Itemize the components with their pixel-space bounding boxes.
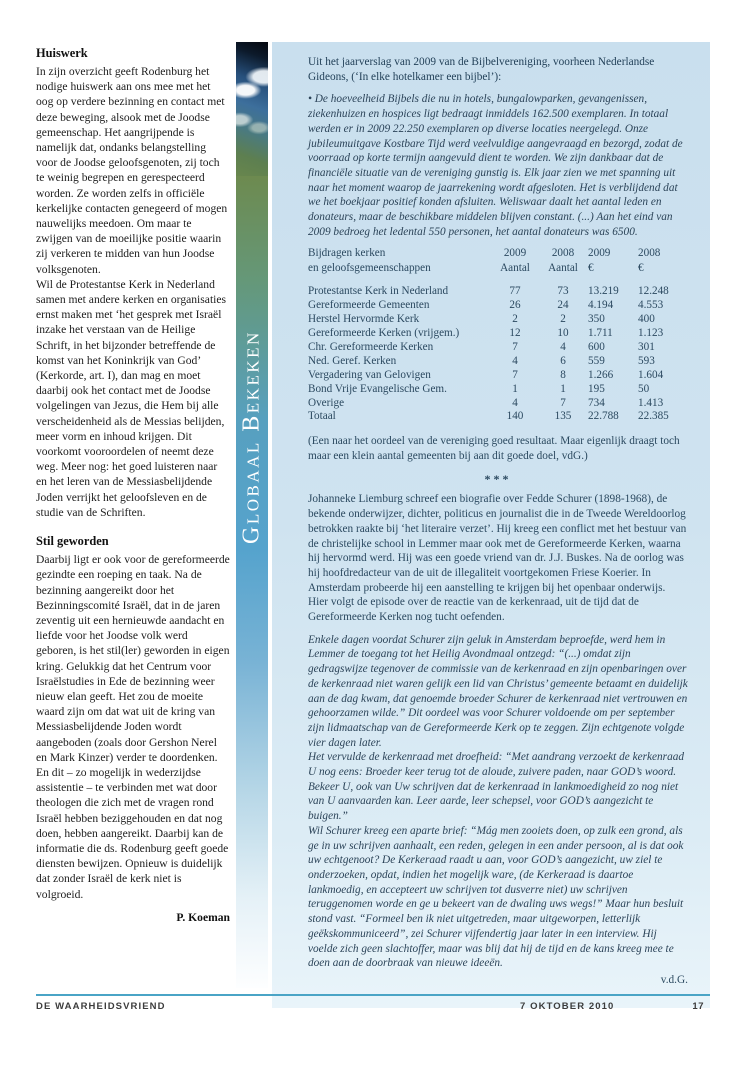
table-cell: 195 xyxy=(588,382,605,395)
table-header-gap xyxy=(308,277,688,285)
table-header-label-line1: Bijdragen kerken xyxy=(308,247,386,260)
table-cell: 4.194 xyxy=(588,299,614,312)
schurer-bio-paragraph: Johanneke Liemburg schreef een biografie over Fedde Schurer (1898-1968), de bekende onderwijzer, dichter, politicus en journalist die in de Tweede Wereldoorlog betrokken raakte bij ‘het literaire verzet’. Hij kreeg een conflict met het bestuur van de christelijke school in Lemmer maar ook met de Gereformeerde Kerken, waarna hij hervormd werd. Hij was een goede vriend van dr. J.J. Buskes. Na de oorlog was hij hoofdredacteur van de uit de illegaliteit voortgekomen Friese Koerier. In Amsterdam probeerde hij een aanstelling te krijgen bij het openbaar onderwijs. Hier volgt de episode over de reactie van de kerkenraad, uit de tijd dat de Gereformeerde Kerken nog tucht oefenden. xyxy=(308,493,687,624)
globaal-bekeken-panel xyxy=(272,42,710,1008)
table-cell: 1 xyxy=(512,382,518,395)
table-header-col4-unit: € xyxy=(638,262,644,275)
table-header-col4-year: 2008 xyxy=(638,247,661,260)
table-header-col3-unit: € xyxy=(588,262,594,275)
table-row-name: Gereformeerde Gemeenten xyxy=(308,299,430,312)
table-cell: 10 xyxy=(557,326,569,339)
table-cell: 12.248 xyxy=(638,285,669,298)
table-cell: 2 xyxy=(560,313,566,326)
section-separator: *** xyxy=(484,471,512,486)
table-header-col1-year: 2009 xyxy=(503,247,527,260)
table-cell: 4 xyxy=(512,354,518,367)
table-row-name: Chr. Gereformeerde Kerken xyxy=(308,340,434,353)
left-article-column xyxy=(36,46,230,925)
table-cell: 7 xyxy=(512,340,518,353)
table-header-col2-year: 2008 xyxy=(551,247,575,260)
page-footer xyxy=(36,1001,704,1015)
table-row-name: Totaal xyxy=(308,410,336,423)
contributions-table xyxy=(308,247,688,424)
table-cell: 8 xyxy=(560,368,566,381)
schurer-quote-paragraph-1: Enkele dagen voordat Schurer zijn geluk in Amsterdam beproefde, werd hem in Lemmer de toegang tot het Heilig Avondmaal ontzegd: “(...) omdat zijn gedragswijze tegenover de commissie van de kerkenraad en zijn openbaringen over de kerkenraad niet waren gelijk een lid van Christus’ gemeente betaamt en duidelijk aan de dag kwam, dat genoemde broeder Schurer de kerkenraad niet vertrouwen en gehoorzamen wilde.” Dit oordeel was voor Schurer voldoende om per september zijn lidmaatschap van de Gereformeerde Kerk op te zeggen. Zijn echtgenote volgde vier dagen later. xyxy=(308,633,688,749)
table-header-col3-year: 2009 xyxy=(588,247,611,260)
table-cell: 73 xyxy=(557,285,569,298)
table-cell: 135 xyxy=(554,410,572,423)
table-cell: 2 xyxy=(512,313,518,326)
annual-report-quote: • De hoeveelheid Bijbels die nu in hotels, bungalowparken, gevangenissen, ziekenhuizen en hospices ligt bedraagt inmiddels 162.500 exemplaren. In totaal werden er in 2009 22.250 exemplaren op diverse locaties neergelegd. Onze jubileumuitgave Kostbare Tijd werd veelvuldige aangevraagd en bezorgd, zodat de voorraad op korte termijn aangevuld dient te worden. We zijn dankbaar dat de financiële situatie van de vereniging gunstig is. Elk jaar zien we met spanning uit naar het moment waarop de jaarrekening wordt afgesloten. Het is verblijdend dat we het boekjaar positief konden afsluiten. Weliswaar daalt het aantal leden en donateurs, maar de beschikbare middelen blijven constant. (...) Aan het eind van 2009 bedroeg het ledental 550 personen, het aantal donateurs was 6500. xyxy=(308,93,683,238)
huiswerk-paragraph-1: In zijn overzicht geeft Rodenburg het nodige huiswerk aan ons mee met het oog op verdere bezinning en contact met deze beweging, alsook met de Joodse gemeenschap. Het aangrijpende is namelijk dat, ondanks belangstelling voor de Joodse geloofsgenoten, zij toch te weinig begrepen en gerespecteerd worden. Ze worden zelfs in officiële kerkelijke contacten genegeerd of mogen nauwelijks meedoen. Om maar te zwijgen van de moeilijke positie waarin zij verkeren te midden van hun Joodse volksgenoten. xyxy=(36,65,228,276)
issue-date: 7 OKTOBER 2010 xyxy=(520,1001,615,1012)
table-cell: 593 xyxy=(638,354,655,367)
schurer-quote-paragraph-2: Het vervulde de kerkenraad met droefheid: “Met aandrang verzoekt de kerkenraad U nog eens: Broeder keer terug tot de aloude, zuivere paden, naar GOD’s woord. Bekeer U, ook van Uw schrijven dat de kerkenraad in lankmoedigheid zo nog niet van U aanvaarden kan. Leer aarde, leer schepsel, voor GOD’s aangezicht te buigen.” xyxy=(308,751,685,823)
table-row-name: Overige xyxy=(308,396,345,409)
panel-signature: v.d.G. xyxy=(660,973,688,986)
table-header-label-line2: en geloofsgemeenschappen xyxy=(308,262,431,275)
table-header-col1-unit: Aantal xyxy=(500,262,530,275)
table-cell: 559 xyxy=(588,354,605,367)
table-cell: 13.219 xyxy=(588,285,619,298)
table-row-name: Vergadering van Gelovigen xyxy=(308,368,431,381)
table-cell: 7 xyxy=(512,368,518,381)
table-cell: 50 xyxy=(638,382,650,395)
rubric-vertical-title: Globaal Bekeken xyxy=(238,330,265,544)
table-row-name: Herstel Hervormde Kerk xyxy=(308,313,420,326)
rubric-strip xyxy=(236,42,268,988)
table-header-col2-unit: Aantal xyxy=(548,262,578,275)
stil-geworden-paragraph: Daarbij ligt er ook voor de gereformeerde gezindte een roeping en taak. Na de bezinning aangereikt door het Bezinningscomité Israël, dat in de jaren zeventig uit een hernieuwde aandacht en liefde voor het Joodse volk werd geboren, is het stil(ler) geworden in eigen kring. Gelukkig dat het Centrum voor Israëlstudies in Ede de bezinning weer nieuw elan geeft. Het zou de moeite waard zijn om dat wat uit de kring van Messiasbelijdende Joden wordt aangeboden (zoals door Gershon Nerel en Mark Kinzer) verder te doordenken. En dit – zo mogelijk in wederzijdse assistentie – te verbinden met wat door theologen die zich met de vragen rond Israël hebben beziggehouden en dat nog doen, hebben aangereikt. Daarbij kan de informatie die ds. Rodenburg geeft goede diensten bewijzen. Opnieuw is duidelijk dat zonder Israël de kerk niet is volgroeid. xyxy=(36,553,230,901)
table-cell: 4.553 xyxy=(638,299,664,312)
footer-divider-line xyxy=(36,994,710,996)
table-cell: 4 xyxy=(512,396,518,409)
table-cell: 1.266 xyxy=(588,368,614,381)
table-row-name: Ned. Geref. Kerken xyxy=(308,354,397,367)
table-cell: 7 xyxy=(560,396,566,409)
table-cell: 12 xyxy=(509,326,521,339)
table-cell: 77 xyxy=(509,285,521,298)
section-heading-stil-geworden: Stil geworden xyxy=(36,534,109,549)
table-cell: 6 xyxy=(560,354,566,367)
huiswerk-paragraph-2: Wil de Protestantse Kerk in Nederland samen met andere kerken en organisaties ernst maken met ‘het gesprek met Israël inzake het verstaan van de Heilige Schrift, in het bijzonder betreffende de komst van het Koninkrijk van God’ (Kerkorde, art. I), dan mag en moet daarbij ook het contact met de Joodse volgelingen van Jezus, die Hem bij alle verscheidenheid als de Messias belijden, meer vorm en inhoud krijgen. Dit voorkomt vooroordelen of neemt deze weg. Meer nog: het goed luisteren naar en het leren van de Messiasbelijdende Joden verrijkt het geloofsleven en de studie van de Schriften. xyxy=(36,277,227,519)
earth-globe-image xyxy=(236,42,268,176)
article-author: P. Koeman xyxy=(176,910,230,924)
table-cell: 1 xyxy=(560,382,566,395)
table-cell: 140 xyxy=(506,410,524,423)
rubric-strip-gradient xyxy=(236,176,268,988)
table-cell: 4 xyxy=(560,340,566,353)
magazine-title: DE WAARHEIDSVRIEND xyxy=(36,1001,166,1012)
schurer-quote-paragraph-3: Wil Schurer kreeg een aparte brief: “Mág men zooiets doen, op zulk een grond, als ge in uw schrijven aanhaalt, een reden, gelegen in een ander persoon, al is dat ook uw echtgenoot? De Kerkeraad raadt u aan, voor GOD’s aangezicht, uw ziel te onderzoeken, opdat, indien het mogelijk ware, (de Kerkeraad is daartoe lankmoedig, en accepteert uw schrijven tot dusverre niet) uw schrijven teruggenomen worde en ge u bekeert van de dwaling uws wegs!” Maar hun besluit stond vast. “Formeel ben ik niet uitgetreden, maar uitgeworpen, letterlijk geëkskommuniceerd”, zei Schurer vijfendertig jaar later in een interview. Hij voelde zich geen slachtoffer, maar was blij dat hij de tijd en de kans kreeg mee te doen aan de doorbraak van nieuwe ideeën. xyxy=(308,824,684,970)
table-cell: 1.711 xyxy=(588,326,613,339)
page-number: 17 xyxy=(692,1001,704,1012)
table-cell: 22.385 xyxy=(638,410,669,423)
table-row-name: Gereformeerde Kerken (vrijgem.) xyxy=(308,326,460,339)
editor-comment: (Een naar het oordeel van de vereniging goed resultaat. Maar eigenlijk draagt toch maar een klein aantal gemeenten bij aan dit goede doel, vdG.) xyxy=(308,435,680,463)
table-cell: 1.604 xyxy=(638,368,664,381)
table-row-name: Bond Vrije Evangelische Gem. xyxy=(308,382,447,395)
table-cell: 301 xyxy=(638,340,655,353)
table-cell: 26 xyxy=(509,299,521,312)
table-cell: 734 xyxy=(588,396,605,409)
table-cell: 350 xyxy=(588,313,605,326)
table-row-name: Protestantse Kerk in Nederland xyxy=(308,285,449,298)
table-cell: 1.413 xyxy=(638,396,664,409)
table-cell: 1.123 xyxy=(638,326,664,339)
table-cell: 400 xyxy=(638,313,655,326)
table-cell: 22.788 xyxy=(588,410,619,423)
table-cell: 24 xyxy=(557,299,569,312)
table-cell: 600 xyxy=(588,340,605,353)
panel-intro: Uit het jaarverslag van 2009 van de Bijbelvereniging, voorheen Nederlandse Gideons, (‘In elke hotelkamer een bijbel’): xyxy=(308,56,655,83)
section-heading-huiswerk: Huiswerk xyxy=(36,46,88,60)
